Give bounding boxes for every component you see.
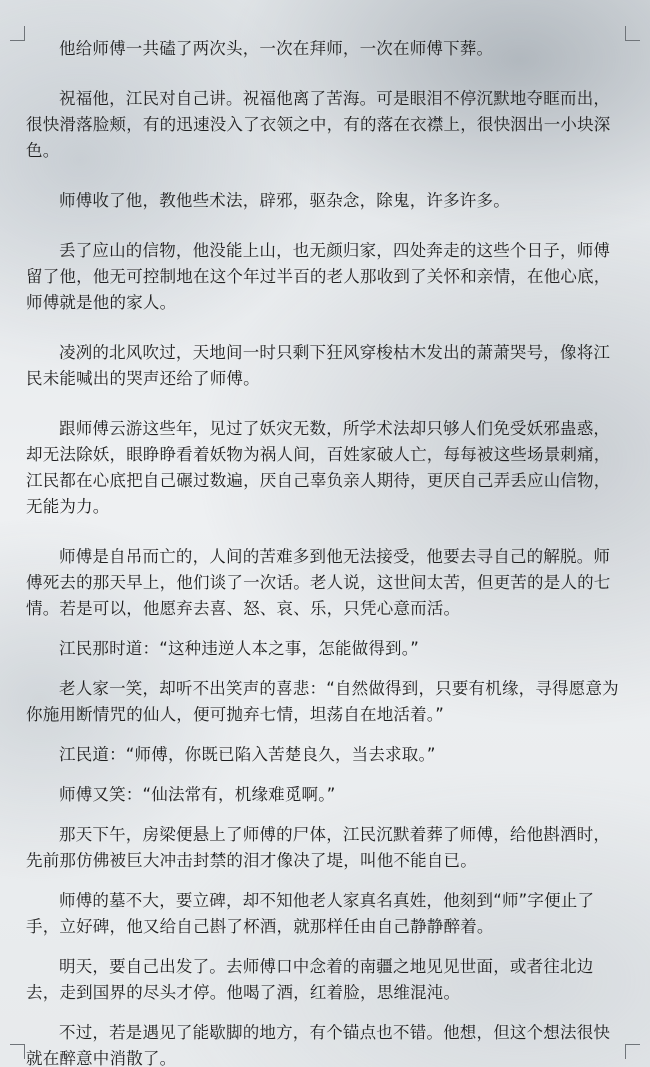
paragraph: 江民道：“师傅，你既已陷入苦楚良久，当去求取。” bbox=[59, 745, 436, 764]
crop-mark-top-right bbox=[625, 26, 640, 41]
paragraph: 师傅的墓不大，要立碑，却不知他老人家真名真姓，他刻到“师”字便止了手，立好碑，他又给自己斟了杯酒，就那样任由自己静静醉着。 bbox=[26, 891, 595, 936]
paragraph: 江民那时道：“这种违逆人本之事，怎能做得到。” bbox=[59, 639, 419, 658]
paragraph: 祝福他，江民对自己讲。祝福他离了苦海。可是眼泪不停沉默地夺眶而出，很快滑落脸颊，有的迅速没入了衣领之中，有的落在衣襟上，很快洇出一小块深色。 bbox=[26, 89, 611, 160]
paragraph: 凌冽的北风吹过，天地间一时只剩下狂风穿梭枯木发出的萧萧哭号，像将江民未能喊出的哭声还给了师傅。 bbox=[26, 343, 611, 388]
paragraph: 跟师傅云游这些年，见过了妖灾无数，所学术法却只够人们免受妖邪蛊惑，却无法除妖，眼睁睁看着妖物为祸人间，百姓家破人亡，每每被这些场景刺痛，江民都在心底把自己碾过数遍，厌自己辜负亲人期待，更厌自己弄丢应山信物，无能为力。 bbox=[26, 419, 611, 516]
crop-mark-top-left bbox=[10, 26, 25, 41]
paragraph: 明天，要自己出发了。去师傅口中念着的南疆之地见见世面，或者往北边去，走到国界的尽头才停。他喝了酒，红着脸，思维混沌。 bbox=[26, 957, 594, 1002]
document-body bbox=[26, 36, 626, 1067]
paragraph: 不过，若是遇见了能歇脚的地方，有个锚点也不错。他想，但这个想法很快就在醉意中消散了。 bbox=[26, 1023, 611, 1067]
paragraph: 丢了应山的信物，他没能上山，也无颜归家，四处奔走的这些个日子，师傅留了他，他无可控制地在这个年过半百的老人那收到了关怀和亲情，在他心底，师傅就是他的家人。 bbox=[26, 241, 611, 312]
paragraph: 师傅又笑：“仙法常有，机缘难觅啊。” bbox=[59, 785, 336, 804]
crop-mark-bottom-left bbox=[10, 1044, 25, 1059]
paragraph: 师傅收了他，教他些术法，辟邪，驱杂念，除鬼，许多许多。 bbox=[59, 191, 510, 210]
paragraph: 老人家一笑，却听不出笑声的喜悲：“自然做得到，只要有机缘，寻得愿意为你施用断情咒的仙人，便可抛弃七情，坦荡自在地活着。” bbox=[26, 679, 619, 724]
paragraph: 师傅是自吊而亡的，人间的苦难多到他无法接受，他要去寻自己的解脱。师傅死去的那天早上，他们谈了一次话。老人说，这世间太苦，但更苦的是人的七情。若是可以，他愿弃去喜、怒、哀、乐，只凭心意而活。 bbox=[26, 547, 611, 618]
paragraph: 他给师傅一共磕了两次头，一次在拜师，一次在师傅下葬。 bbox=[59, 39, 494, 58]
crop-mark-bottom-right bbox=[625, 1044, 640, 1059]
paragraph: 那天下午，房梁便悬上了师傅的尸体，江民沉默着葬了师傅，给他斟酒时，先前那仿佛被巨大冲击封禁的泪才像决了堤，叫他不能自已。 bbox=[26, 825, 611, 870]
